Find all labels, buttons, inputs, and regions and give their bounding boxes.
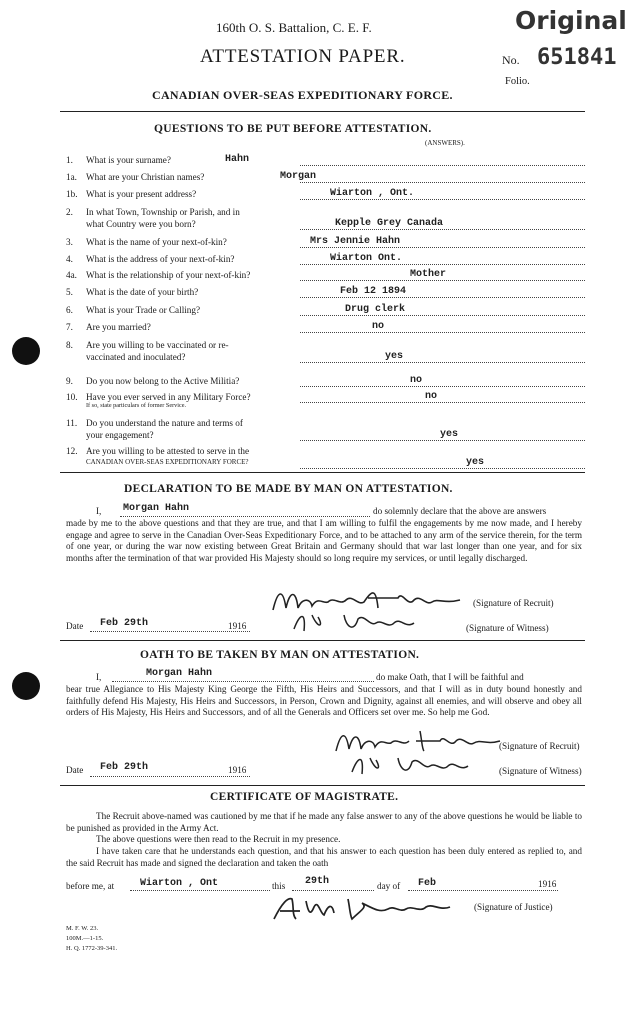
question-number: 9. bbox=[66, 376, 73, 386]
question-number: 10. bbox=[66, 392, 78, 402]
svg-text:Morgan Hahn: Morgan Hahn bbox=[332, 727, 338, 728]
day-value: 29th bbox=[305, 876, 330, 887]
form-title: ATTESTATION PAPER. bbox=[200, 46, 406, 67]
date-label-1: Date bbox=[66, 621, 84, 631]
question-number: 3. bbox=[66, 237, 73, 247]
question-text: What is the relationship of your next-of-kin? bbox=[86, 270, 251, 280]
question-number: 4a. bbox=[66, 270, 77, 280]
question-text-continued: If so, state particulars of former Service. bbox=[86, 402, 186, 409]
question-number: 7. bbox=[66, 322, 73, 332]
oath-body: bear true Allegiance to His Majesty King George the Fifth, His Heirs and Successors, and that I will as in duty bound honestly and faithfully defend His Majesty, His Heirs and Successors, in Person, Crown and Dignity, against all enemies, and will observe and obey all orders of His Majesty, His Heirs and Successors, and of all the Generals and Officers set over me. So help me God. bbox=[66, 684, 582, 718]
justice-signature bbox=[270, 893, 460, 925]
question-text: Are you willing to be vaccinated or re- bbox=[86, 340, 229, 350]
witness-signature-2 bbox=[346, 750, 496, 780]
recruit-signature-1-text: Morgan Hahn bbox=[268, 584, 274, 585]
sig-recruit-label-1: (Signature of Recruit) bbox=[473, 598, 554, 608]
answer-value: Morgan bbox=[280, 171, 317, 182]
answer-value: no bbox=[372, 321, 385, 332]
cert-year: 1916 bbox=[538, 879, 557, 889]
question-number: 8. bbox=[66, 340, 73, 350]
battalion-line: 160th O. S. Battalion, C. E. F. bbox=[216, 20, 372, 35]
question-text: Do you understand the nature and terms of bbox=[86, 418, 243, 428]
regimental-number: 651841 bbox=[537, 45, 617, 70]
date-label-2: Date bbox=[66, 765, 84, 775]
question-number: 4. bbox=[66, 254, 73, 264]
oath-title: OATH TO BE TAKEN BY MAN ON ATTESTATION. bbox=[140, 649, 420, 661]
declaration-title: DECLARATION TO BE MADE BY MAN ON ATTESTATION. bbox=[124, 483, 453, 495]
certificate-p1: The Recruit above-named was cautioned by me that if he made any false answer to any of the above questions he would be liable to be punished as provided in the Army Act. bbox=[66, 811, 582, 833]
certificate-p3: I have taken care that he understands each question, and that his answer to each question has been duly entered as replied to, and the said Recruit has made and signed the declaration and taken the oath bbox=[66, 846, 582, 868]
question-text-continued: your engagement? bbox=[86, 430, 154, 440]
declaration-name: Morgan Hahn bbox=[123, 503, 190, 514]
date-value-2: Feb 29th bbox=[100, 762, 149, 773]
sig-recruit-label-2: (Signature of Recruit) bbox=[499, 741, 580, 751]
question-number: 12. bbox=[66, 446, 78, 456]
question-text: What are your Christian names? bbox=[86, 172, 205, 182]
oath-name: Morgan Hahn bbox=[146, 668, 213, 679]
before-me-label: before me, at bbox=[66, 881, 115, 891]
answers-label: (ANSWERS). bbox=[425, 139, 465, 147]
certificate-title: CERTIFICATE OF MAGISTRATE. bbox=[210, 791, 399, 803]
footer-line-1: M. F. W. 23. bbox=[66, 925, 99, 932]
svg-text:A W Barnes: A W Barnes bbox=[270, 893, 275, 894]
question-number: 2. bbox=[66, 207, 73, 217]
question-number: 5. bbox=[66, 287, 73, 297]
punch-hole-bottom bbox=[12, 672, 40, 700]
answer-value: Feb 12 1894 bbox=[340, 286, 407, 297]
answer-value: yes bbox=[385, 351, 404, 362]
question-number: 11. bbox=[66, 418, 78, 428]
question-number: 1a. bbox=[66, 172, 77, 182]
answer-value: Wiarton Ont. bbox=[330, 253, 403, 264]
footer-line-2: 100M.—1-15. bbox=[66, 935, 104, 942]
question-text-continued: CANADIAN OVER-SEAS EXPEDITIONARY FORCE? bbox=[86, 458, 249, 466]
svg-text:J. G. Norris: J. G. Norris bbox=[346, 750, 351, 751]
question-text: What is the address of your next-of-kin? bbox=[86, 254, 235, 264]
declaration-lead: I, bbox=[96, 506, 102, 516]
question-number: 6. bbox=[66, 305, 73, 315]
date-value-1: Feb 29th bbox=[100, 618, 149, 629]
question-text: What is the name of your next-of-kin? bbox=[86, 237, 227, 247]
answer-value: no bbox=[425, 391, 438, 402]
question-text: Do you now belong to the Active Militia? bbox=[86, 376, 240, 386]
year-2: 1916 bbox=[228, 765, 247, 775]
month-value: Feb bbox=[418, 878, 437, 889]
question-text: What is the date of your birth? bbox=[86, 287, 199, 297]
oath-intro: do make Oath, that I will be faithful and bbox=[376, 672, 524, 682]
day-of-label: day of bbox=[377, 881, 401, 891]
question-number: 1. bbox=[66, 155, 73, 165]
answer-value: Kepple Grey Canada bbox=[335, 218, 444, 229]
question-text-continued: vaccinated and inoculated? bbox=[86, 352, 186, 362]
question-text: Are you married? bbox=[86, 322, 151, 332]
oath-lead: I, bbox=[96, 672, 102, 682]
year-1: 1916 bbox=[228, 621, 247, 631]
form-subtitle: CANADIAN OVER-SEAS EXPEDITIONARY FORCE. bbox=[152, 88, 453, 102]
sig-justice-label: (Signature of Justice) bbox=[474, 902, 553, 912]
sig-witness-label-1: (Signature of Witness) bbox=[466, 623, 549, 633]
this-label: this bbox=[272, 881, 286, 891]
folio-label: Folio. bbox=[505, 76, 530, 87]
footer-line-3: H. Q. 1772-39-341. bbox=[66, 945, 118, 952]
answer-value: Mrs Jennie Hahn bbox=[310, 236, 401, 247]
answer-value: Wiarton , Ont. bbox=[330, 188, 415, 199]
answer-value: Drug clerk bbox=[345, 304, 406, 315]
witness-signature-1 bbox=[288, 607, 448, 637]
punch-hole-top bbox=[12, 337, 40, 365]
question-number: 1b. bbox=[66, 189, 78, 199]
no-label: No. bbox=[502, 53, 520, 67]
declaration-body: made by me to the above questions and that they are true, and that I am willing to fulfil the engagements by me now made, and I hereby engage and agree to serve in the Canadian Over-Seas Expeditionary Force, and to be attached to any arm of the service therein, for the term of one year, or during the war now existing between Great Britain and Germany should that war last longer than one year, and for six months after the termination of that war provided His Majesty should so long require my services, or until legally discharged. bbox=[66, 518, 582, 563]
question-text: What is your surname? bbox=[86, 155, 171, 165]
question-text: In what Town, Township or Parish, and in bbox=[86, 207, 240, 217]
certificate-p2: The above questions were then read to the Recruit in my presence. bbox=[96, 834, 341, 844]
sig-witness-label-2: (Signature of Witness) bbox=[499, 766, 582, 776]
question-text: Are you willing to be attested to serve in the bbox=[86, 446, 250, 456]
answer-value: yes bbox=[440, 429, 459, 440]
answer-value: yes bbox=[466, 457, 485, 468]
original-stamp: Original bbox=[515, 6, 627, 35]
questions-title: QUESTIONS TO BE PUT BEFORE ATTESTATION. bbox=[154, 123, 432, 135]
answer-value: Mother bbox=[410, 269, 447, 280]
question-text: Have you ever served in any Military Force? bbox=[86, 392, 251, 402]
question-text-continued: what Country were you born? bbox=[86, 219, 196, 229]
question-text: What is your present address? bbox=[86, 189, 197, 199]
declaration-intro: do solemnly declare that the above are answers bbox=[373, 506, 547, 516]
question-text: What is your Trade or Calling? bbox=[86, 305, 201, 315]
place-value: Wiarton , Ont bbox=[140, 878, 219, 889]
svg-text:J. G. Norris: J. G. Norris bbox=[288, 607, 293, 608]
answer-value: Hahn bbox=[225, 154, 250, 165]
answer-value: no bbox=[410, 375, 423, 386]
